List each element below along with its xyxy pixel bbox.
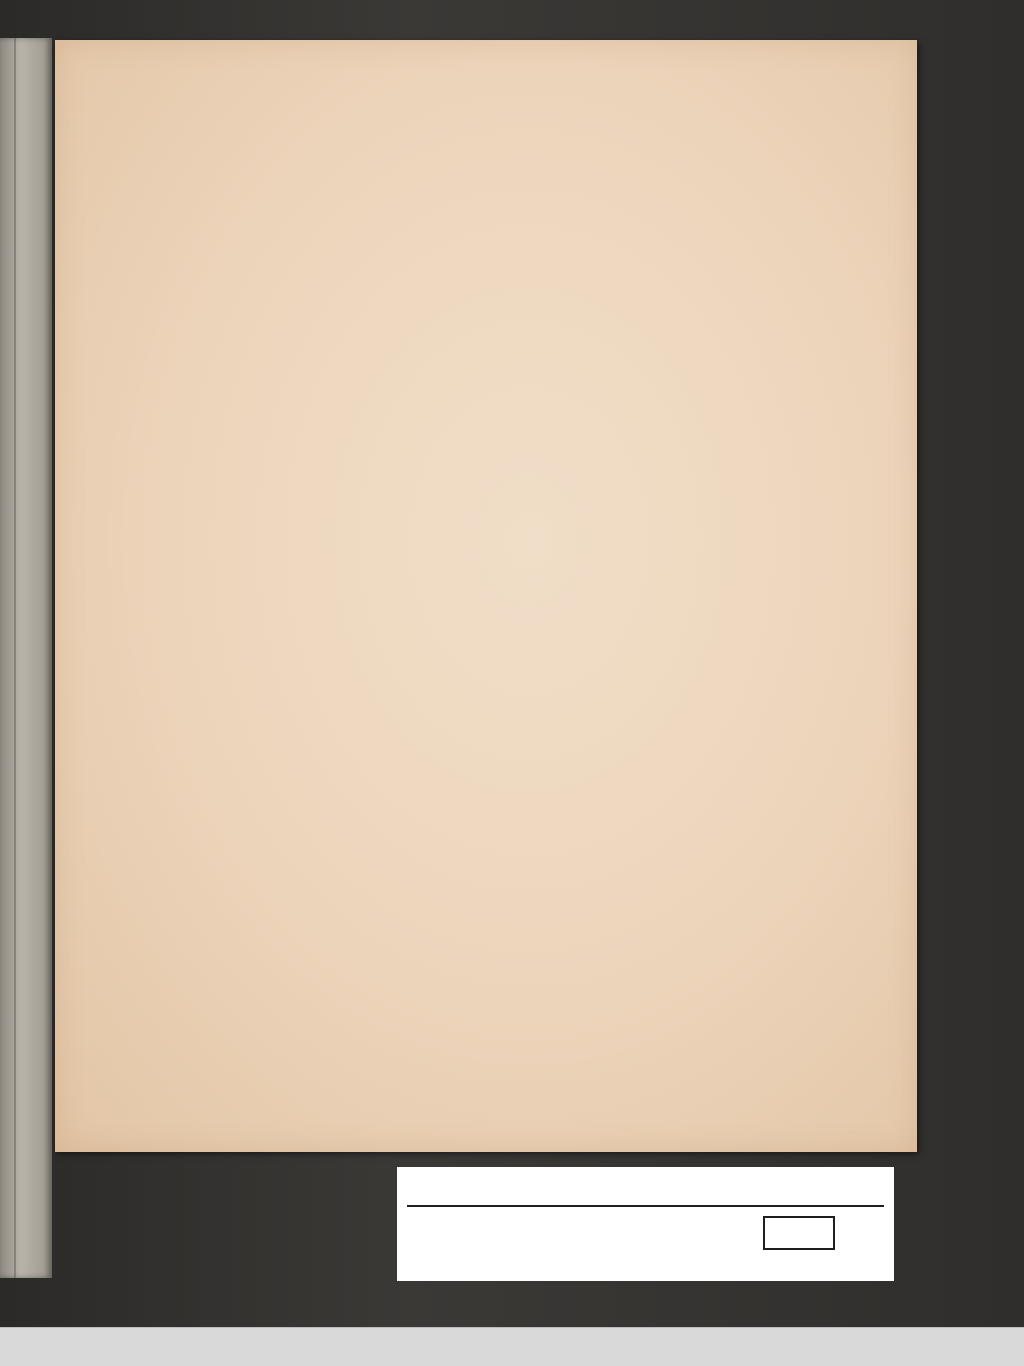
gray-scale-patches	[763, 1216, 835, 1250]
book-page	[55, 40, 917, 1152]
hab-logo-icon	[6, 1337, 42, 1359]
previous-page-edge	[0, 38, 52, 1278]
viewer-footer	[0, 1327, 1024, 1366]
color-scale-card	[397, 1167, 894, 1281]
